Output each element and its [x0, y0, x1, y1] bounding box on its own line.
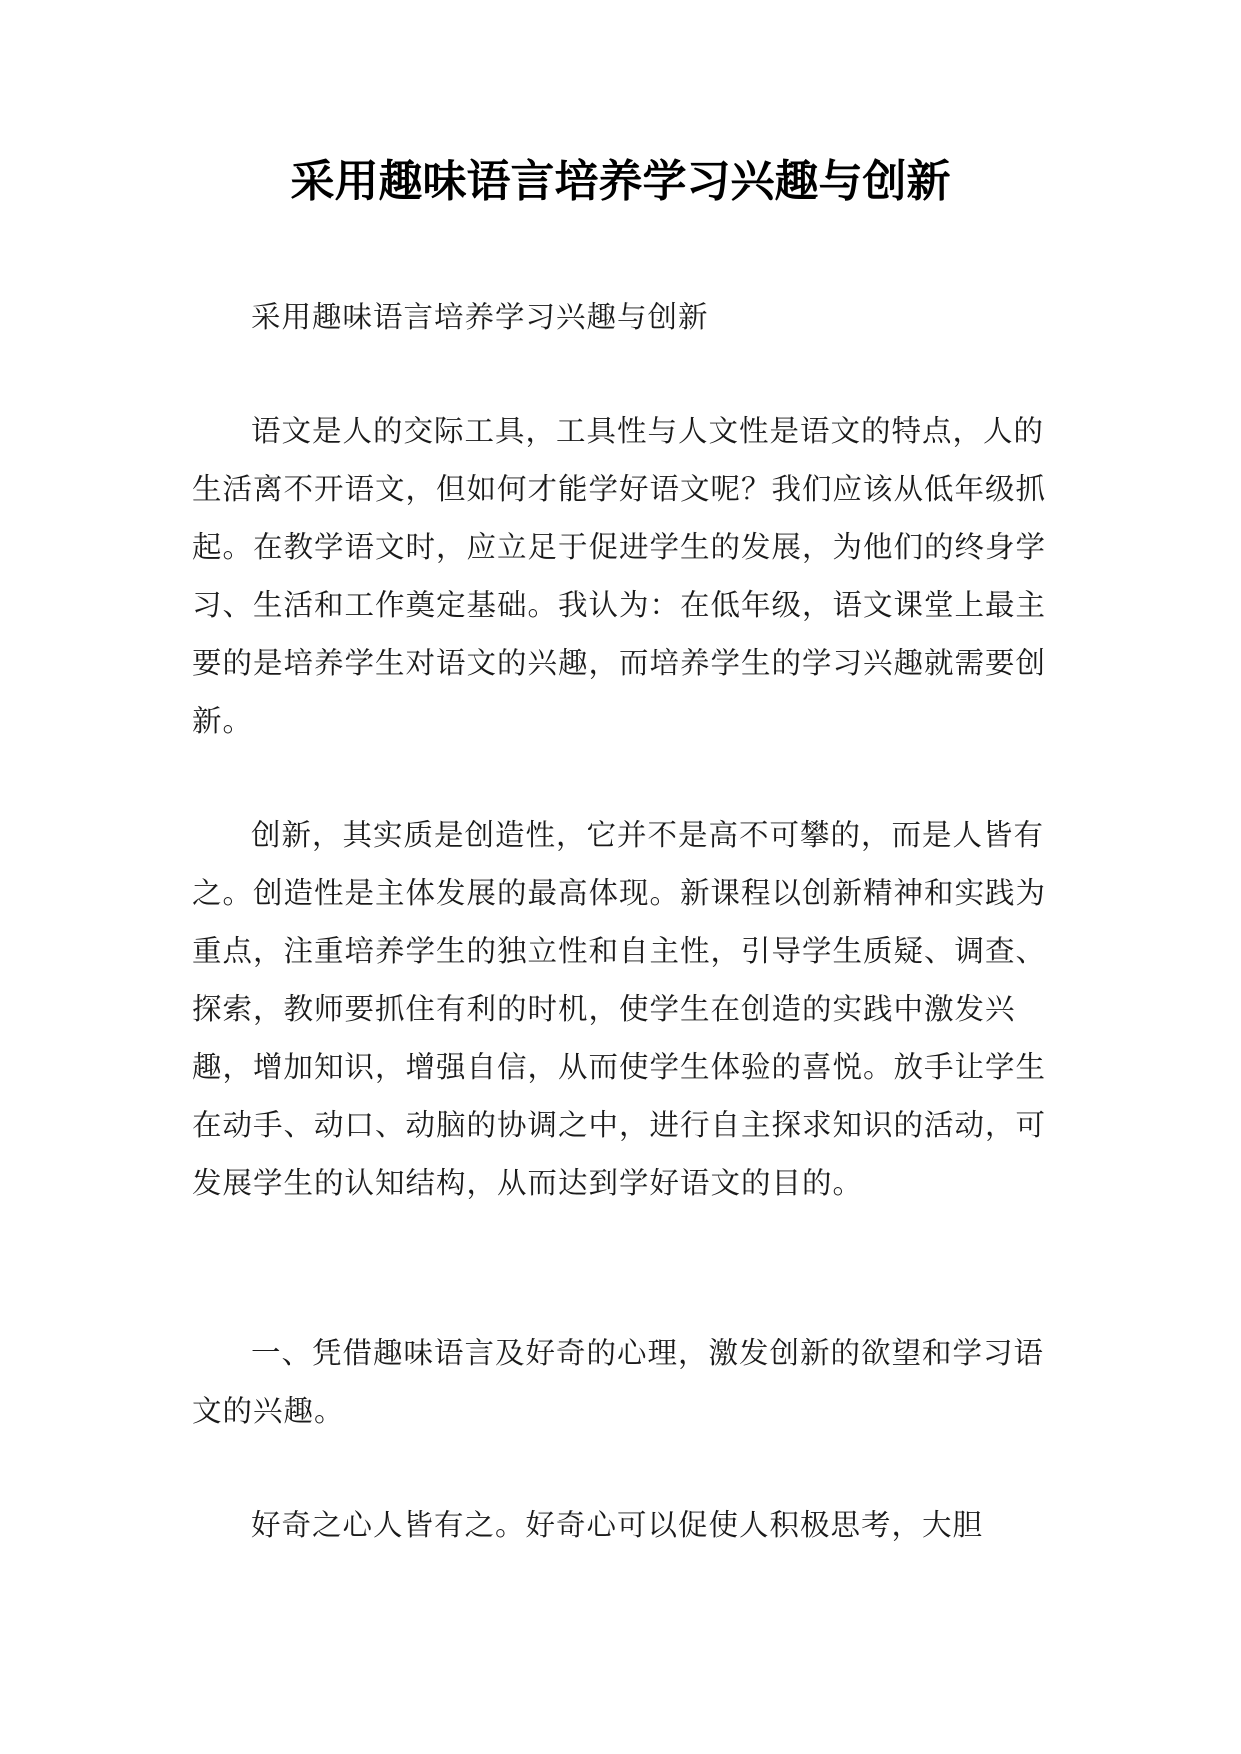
paragraph-innovation: 创新，其实质是创造性，它并不是高不可攀的，而是人皆有之。创造性是主体发展的最高体现。新课程以创新精神和实践为重点，注重培养学生的独立性和自主性，引导学生质疑、调查、探索，教师要抓住有利的时机，使学生在创造的实践中激发兴趣，增加知识，增强自信，从而使学生体验的喜悦。放手让学生在动手、动口、动脑的协调之中，进行自主探求知识的活动，可发展学生的认知结构，从而达到学好语文的目的。 [192, 818, 1047, 1200]
section-heading-one: 一、凭借趣味语言及好奇的心理，激发创新的欲望和学习语文的兴趣。 [192, 1336, 1045, 1428]
document-title: 采用趣味语言培养学习兴趣与创新 [290, 156, 951, 207]
document-subtitle: 采用趣味语言培养学习兴趣与创新 [251, 300, 709, 334]
paragraph-intro: 语文是人的交际工具，工具性与人文性是语文的特点，人的生活离不开语文，但如何才能学好语文呢？我们应该从低年级抓起。在教学语文时，应立足于促进学生的发展，为他们的终身学习、生活和工作奠定基础。我认为：在低年级，语文课堂上最主要的是培养学生对语文的兴趣，而培养学生的学习兴趣就需要创新。 [192, 414, 1047, 738]
paragraph-curiosity: 好奇之心人皆有之。好奇心可以促使人积极思考，大胆 [251, 1508, 984, 1542]
